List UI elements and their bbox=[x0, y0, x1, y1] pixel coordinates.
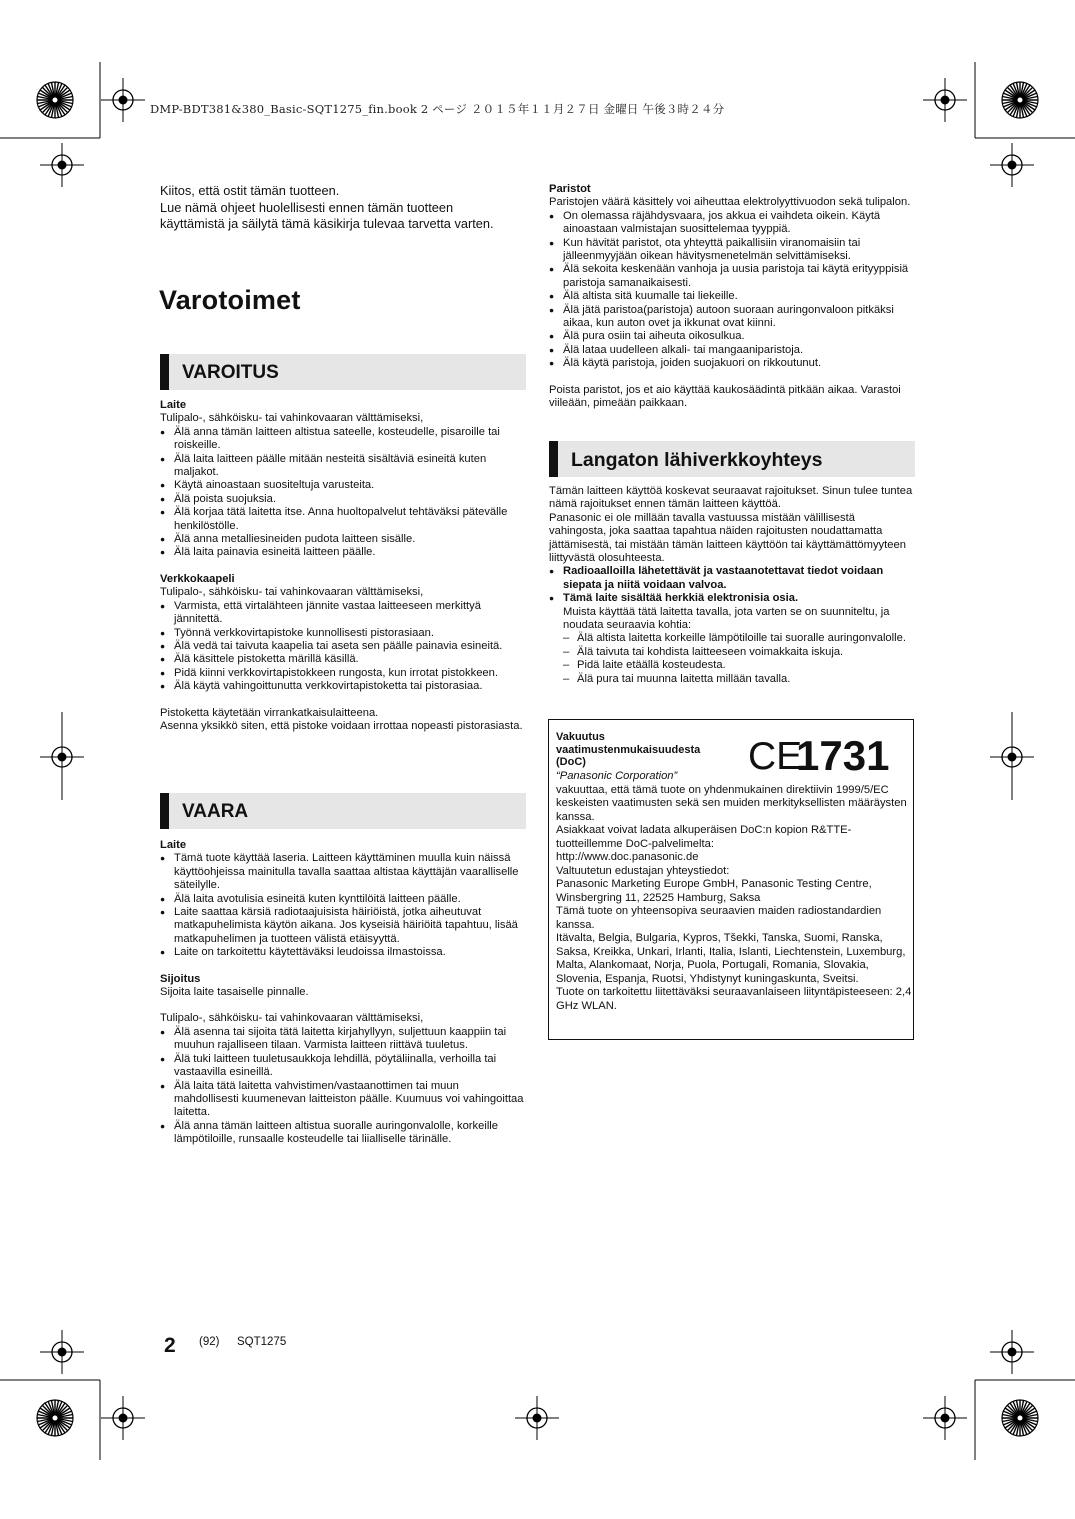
verkkokaapeli-list-item: ● Työnnä verkkovirtapistoke kunnollisesti pistorasiaan. bbox=[160, 627, 526, 640]
laite-list-item: ● Älä korjaa tätä laitetta itse. Anna huoltopalvelut tehtäväksi pätevälle henkilöstölle. bbox=[160, 506, 526, 533]
model-code: SQT1275 bbox=[237, 1336, 287, 1348]
ce-mark-icon bbox=[746, 729, 896, 775]
laite-title: Laite bbox=[160, 399, 187, 411]
verkkokaapeli-title: Verkkokaapeli bbox=[160, 572, 235, 585]
laite-list-item: ● Älä laita painavia esineitä laitteen päälle. bbox=[160, 546, 526, 559]
paristot-list-item: ● Älä käytä paristoja, joiden suojakuori on rikkoutunut. bbox=[549, 357, 915, 370]
intro-line-1: Kiitos, että ostit tämän tuotteen. bbox=[160, 183, 340, 198]
page-title: Varotoimet bbox=[159, 285, 301, 315]
verkkokaapeli-list-item: ● Varmista, että virtalähteen jännite vastaa laitteeseen merkittyä jännitettä. bbox=[160, 600, 526, 627]
wlan-item-2-text: Muista käyttää tätä laitetta tavalla, jota varten se on suunniteltu, ja noudata seuraavia kohtia: bbox=[563, 605, 890, 632]
wlan-item-2 bbox=[549, 592, 915, 632]
paristot-note: Poista paristot, jos et aio käyttää kaukosäädintä pitkään aikaa. Varastoi viileään, pimeään paikkaan. bbox=[549, 383, 901, 410]
verkkokaapeli-note: Pistoketta käytetään virrankatkaisulaitteena. Asenna yksikkö siten, että pistoke voidaan irrottaa nopeasti pistorasiasta. bbox=[160, 706, 523, 732]
sijoitus-list-item: ● Älä asenna tai sijoita tätä laitetta kirjahyllyyn, suljettuun kaappiin tai muuhun rajalliseen tilaan. Varmista laitteen riittävä tuuletus. bbox=[160, 1026, 526, 1053]
wlan-heading: Langaton lähiverkkoyhteys bbox=[571, 449, 823, 471]
paristot-title: Paristot bbox=[549, 183, 591, 195]
sijoitus-list-item: ● Älä anna tämän laitteen altistua suoralle auringonvalolle, korkeille lämpötiloille, runsaalle kosteudelle tai liialliselle tärinälle. bbox=[160, 1120, 526, 1147]
paristot-list-item: ● Kun hävität paristot, ota yhteyttä paikallisiin viranomaisiin tai jälleenmyyjään oikean hävitysmenetelmän selvittämiseksi. bbox=[549, 237, 915, 264]
varoitus-section bbox=[160, 399, 526, 733]
ce-number: 1731 bbox=[796, 732, 890, 775]
vaara-list-item: ● Tämä tuote käyttää laseria. Laitteen käyttäminen muulla kuin näissä käyttöohjeissa mainitulla tavalla saattaa altistaa käyttäjän vaaralliselle säteilylle. bbox=[160, 852, 526, 892]
wlan-item-1: ● Radioaalloilla lähetettävät ja vastaanotettavat tiedot voidaan siepata ja niitä voidaan valvoa. bbox=[549, 565, 915, 592]
vaara-laite-list bbox=[160, 852, 526, 959]
vaara-heading: VAARA bbox=[182, 801, 249, 822]
registration-star-bottom-right bbox=[1002, 1400, 1038, 1436]
vaara-section bbox=[160, 839, 526, 1147]
sijoitus-title: Sijoitus bbox=[160, 972, 201, 985]
paristot-intro: Paristojen väärä käsittely voi aiheuttaa elektrolyyttivuodon sekä tulipalon. bbox=[549, 196, 911, 209]
paristot-list-item: ● On olemassa räjähdysvaara, jos akkua ei vaihdeta oikein. Käytä ainoastaan valmistajan suosittelemaa tyyppiä. bbox=[549, 210, 915, 237]
sijoitus-list bbox=[160, 1026, 526, 1147]
verkkokaapeli-list bbox=[160, 600, 526, 694]
wlan-dash-item: – Älä taivuta tai kohdista laitteeseen voimakkaita iskuja. bbox=[563, 646, 915, 659]
wlan-dash-list bbox=[549, 632, 915, 686]
doc-heading: Vakuutus vaatimustenmukaisuudesta (DoC) bbox=[556, 731, 701, 769]
laite-list-item: ● Älä anna tämän laitteen altistua sateelle, kosteudelle, pisaroille tai roiskeille. bbox=[160, 426, 526, 453]
vaara-list-item: ● Laite saattaa kärsiä radiotaajuisista häiriöistä, jotka aiheutuvat matkapuhelimista käytön aikana. Jos kyseisiä häiriöitä tapahtuu, lisää matkapuhelimen ja tuotteen välistä etäisyyttä. bbox=[160, 906, 526, 946]
paristot-list-item: ● Älä altista sitä kuumalle tai liekeille. bbox=[549, 290, 915, 303]
registration-star-top-right bbox=[1002, 82, 1038, 118]
verkkokaapeli-list-item: ● Älä käsittele pistoketta märillä käsillä. bbox=[160, 653, 526, 666]
wlan-section bbox=[549, 485, 915, 686]
vaara-laite-title: Laite bbox=[160, 839, 187, 851]
paristot-list-item: ● Älä pura osiin tai aiheuta oikosulkua. bbox=[549, 330, 915, 343]
paristot-list-item: ● Älä jätä paristoa(paristoja) autoon suoraan auringonvaloon pitkäksi aikaa, kun auton ovet ja ikkunat ovat kiinni. bbox=[549, 304, 915, 331]
sijoitus-list-item: ● Älä tuki laitteen tuuletusaukkoja lehdillä, pöytäliinalla, verhoilla tai vastaavilla esineillä. bbox=[160, 1053, 526, 1080]
varoitus-heading: VAROITUS bbox=[182, 362, 279, 383]
verkkokaapeli-list-item: ● Pidä kiinni verkkovirtapistokkeen rungosta, kun irrotat pistokkeen. bbox=[160, 667, 526, 680]
doc-box bbox=[548, 719, 914, 1040]
vaara-list-item: ● Laite on tarkoitettu käytettäväksi leudoissa ilmastoissa. bbox=[160, 946, 526, 959]
page-number: 2 bbox=[164, 1334, 176, 1357]
intro bbox=[160, 183, 520, 233]
vaara-heading-band bbox=[160, 793, 526, 829]
laite-list-item: ● Älä poista suojuksia. bbox=[160, 493, 526, 506]
laite-list-item: ● Älä laita laitteen päälle mitään nesteitä sisältäviä esineitä kuten maljakot. bbox=[160, 453, 526, 480]
paristot-list bbox=[549, 210, 915, 371]
wlan-dash-item: – Älä pura tai muunna laitetta millään tavalla. bbox=[563, 673, 915, 686]
paristot-list-item: ● Älä sekoita keskenään vanhoja ja uusia paristoja tai käytä erityyppisiä paristoja samanaikaisesti. bbox=[549, 263, 915, 290]
verkkokaapeli-list-item: ● Älä vedä tai taivuta kaapelia tai aseta sen päälle painavia esineitä. bbox=[160, 640, 526, 653]
laite-intro: Tulipalo-, sähköisku- tai vahinkovaaran välttämiseksi, bbox=[160, 412, 424, 425]
ce-mark: CE bbox=[748, 735, 803, 775]
laite-list-item: ● Käytä ainoastaan suositeltuja varusteita. bbox=[160, 479, 526, 492]
laite-list-item: ● Älä anna metalliesineiden pudota laitteen sisälle. bbox=[160, 533, 526, 546]
wlan-list bbox=[549, 565, 915, 632]
wlan-dash-item: – Pidä laite etäällä kosteudesta. bbox=[563, 659, 915, 672]
vaara-list-item: ● Älä laita avotulisia esineitä kuten kynttilöitä laitteen päälle. bbox=[160, 893, 526, 906]
intro-line-2: Lue nämä ohjeet huolellisesti ennen tämän tuotteen käyttämistä ja säilytä tämä käsikirja tulevaa tarvetta varten. bbox=[160, 199, 494, 232]
heading-bar bbox=[160, 793, 169, 829]
doc-text: vakuuttaa, että tämä tuote on yhdenmukainen direktiivin 1999/5/EC keskeisten vaatimusten sekä sen muiden merkityksellisten määräysten kanssa. Asiakkaat voivat ladata alkuperäisen DoC:n kopion R&TTE-tuotteillemme DoC-palvelimelta: http://www.doc.panasonic.de Valtuutetun edustajan yhteystiedot: Panasonic Marketing Europe GmbH, Panasonic Testing Centre, Winsbergring 11, 22525 Hamburg, Saksa Tämä tuote on yhteensopiva seuraavien maiden radiostandardien kanssa. Itävalta, Belgia, Bulgaria, Kypros, Tšekki, Tanska, Suomi, Ranska, Saksa, Kreikka, Unkari, Irlanti, Italia, Islanti, Liechtenstein, Luxemburg, Malta, Alankomaat, Norja, Puola, Portugali, Romania, Slovakia, Slovenia, Espanja, Ruotsi, Yhdistynyt kuningaskunta, Sveitsi. Tuote on tarkoitettu liitettäväksi seuraavanlaiseen liityntäpisteeseen: 2,4 GHz WLAN. bbox=[556, 783, 912, 1012]
wlan-item-2-title: Tämä laite sisältää herkkiä elektronisia osia. bbox=[563, 592, 799, 605]
verkkokaapeli-list-item: ● Älä käytä vahingoittunutta verkkovirtapistoketta tai pistorasiaa. bbox=[160, 680, 526, 693]
paristot-section bbox=[549, 183, 915, 411]
doc-text-block bbox=[556, 770, 912, 1013]
registration-star-top-left bbox=[37, 82, 73, 118]
paristot-list-item: ● Älä lataa uudelleen alkali- tai mangaaniparistoja. bbox=[549, 344, 915, 357]
registration-star-bottom-left bbox=[37, 1400, 73, 1436]
laite-list bbox=[160, 426, 526, 560]
sijoitus-text: Sijoita laite tasaiselle pinnalle. bbox=[160, 986, 309, 999]
verkkokaapeli-intro: Tulipalo-, sähköisku- tai vahinkovaaran välttämiseksi, bbox=[160, 586, 424, 599]
sijoitus-list-item: ● Älä laita tätä laitetta vahvistimen/vastaanottimen tai muun mahdollisesti kuumenevan laitteiston päälle. Kuumuus voi vahingoittaa laitetta. bbox=[160, 1080, 526, 1120]
doc-company: “Panasonic Corporation” bbox=[556, 770, 678, 782]
wlan-dash-item: – Älä altista laitetta korkeille lämpötiloille tai suoralle auringonvalolle. bbox=[563, 632, 915, 645]
page-ref: (92) bbox=[199, 1336, 220, 1348]
sijoitus-intro: Tulipalo-, sähköisku- tai vahinkovaaran välttämiseksi, bbox=[160, 1012, 424, 1025]
varoitus-heading-band bbox=[160, 354, 526, 390]
heading-bar bbox=[160, 354, 169, 390]
print-header: DMP-BDT381&380_Basic-SQT1275_fin.book 2 ページ ２０１５年１１月２７日 金曜日 午後３時２４分 bbox=[150, 102, 725, 116]
heading-bar bbox=[549, 441, 558, 477]
wlan-intro: Tämän laitteen käyttöä koskevat seuraavat rajoitukset. Sinun tulee tuntea nämä rajoitukset ennen tämän laitteen käyttöä. Panasonic ei ole millään tavalla vastuussa mistään välillisestä vahingosta, joka saattaa tapahtua näiden rajoitusten noudattamatta jättämisestä, tai mistään tämän laitteen käyttöön tai käyttämättömyyteen liittyvästä olosuhteesta. bbox=[549, 485, 913, 565]
wlan-heading-band bbox=[549, 441, 915, 477]
